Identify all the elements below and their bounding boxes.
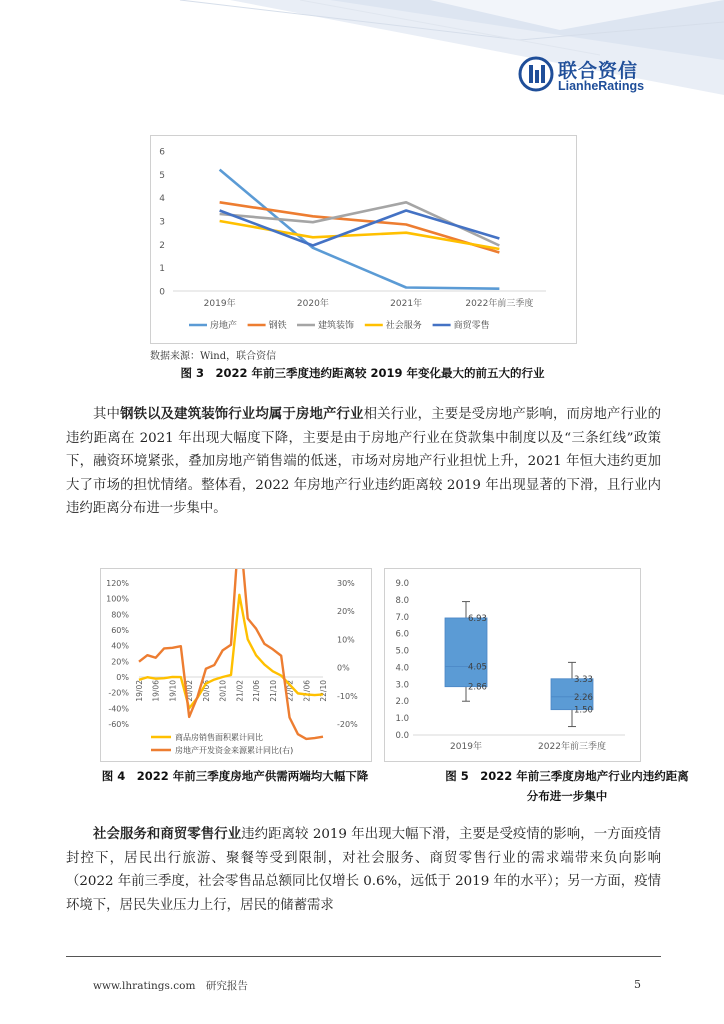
para1-segment: 相关行业，主要是受房地产影响，而房地产行业的违约距离在 2021 年出现大幅度下降，主要是由于房地产行业在贷款集中制度以及“三条红线”政策下，融资环境紧张，叠加房地产销售端的低迷，市场对房地产行业担忧上升，2021 年恒大违约更加大了市场的担忧情绪。整体看，2022 年房地产行业违约距离较 2019 年出现显著的下滑，且行业内违约距离分布进一步集中。 <box>66 407 662 516</box>
page-number: 5 <box>634 978 641 991</box>
right-y-tick-label: 20% <box>337 607 355 617</box>
chart-default-distance-industries <box>150 135 577 344</box>
footer-site: www.lhratings.com 研究报告 <box>93 980 248 992</box>
x-tick-label: 22/02 <box>285 680 295 702</box>
x-tick-label: 21/10 <box>268 680 278 702</box>
box-plot-svg <box>385 569 640 761</box>
chart-real-estate-supply-demand <box>100 568 372 762</box>
series-line-right <box>139 569 323 739</box>
y-tick-label: 8.0 <box>395 595 409 606</box>
left-y-tick-label: 20% <box>111 657 129 667</box>
left-y-tick-label: -20% <box>108 688 129 698</box>
para1-segment: 钢铁以及建筑装饰行业均属于房地产行业 <box>120 406 364 422</box>
box-value-label: 3.33 <box>574 674 593 685</box>
y-tick-label: 9.0 <box>395 579 409 589</box>
y-tick-label: 5.0 <box>395 646 409 657</box>
logo-mark-icon <box>518 56 554 92</box>
y-tick-label: 5 <box>159 170 165 181</box>
legend-label: 商品房销售面积累计同比 <box>175 733 263 742</box>
left-y-tick-label: 0% <box>116 673 129 682</box>
x-tick-label: 2021年 <box>390 299 423 309</box>
legend-label: 社会服务 <box>385 321 422 331</box>
y-tick-label: 4.0 <box>395 663 409 674</box>
y-tick-label: 1 <box>159 264 165 275</box>
series-line-left <box>139 595 323 708</box>
x-tick-label: 22/06 <box>302 680 312 702</box>
box-value-label: 1.50 <box>574 705 593 716</box>
right-y-tick-label: 10% <box>337 635 355 645</box>
box-body <box>445 618 487 687</box>
right-y-tick-label: 30% <box>337 579 355 588</box>
legend-label: 钢铁 <box>268 321 287 331</box>
company-logo <box>518 54 668 96</box>
y-tick-label: 0 <box>159 287 165 298</box>
box-value-label: 4.05 <box>468 662 487 673</box>
para1-segment: 其中 <box>93 407 121 422</box>
footer-divider <box>66 956 661 957</box>
chart3-caption: 图 5 2022 年前三季度房地产行业内违约距离分布进一步集中 <box>445 769 689 803</box>
y-tick-label: 6 <box>159 147 165 158</box>
y-tick-label: 1.0 <box>395 714 409 725</box>
body-paragraph-2 <box>66 823 661 917</box>
left-y-tick-label: 40% <box>111 641 129 651</box>
left-y-tick-label: -60% <box>108 720 129 729</box>
x-tick-label: 21/06 <box>252 680 262 702</box>
x-tick-label: 2022年前三季度 <box>465 299 534 309</box>
line-chart-svg <box>151 136 576 343</box>
chart-real-estate-boxplot <box>384 568 641 762</box>
left-y-tick-label: -40% <box>108 704 129 714</box>
para2-segment: 违约距离较 2019 年出现大幅下滑，主要是受疫情的影响，一方面疫情封控下，居民出行旅游、聚餐等受到限制，对社会服务、商贸零售行业的需求端带来负向影响（2022 年前三季度，社会零售品总额同比仅增长 0.6%，远低于 2019 年的水平）；另一方面，疫情环境下，居民失业压力上行，居民的储蓄需求 <box>66 827 661 913</box>
box-value-label: 6.93 <box>468 613 487 624</box>
left-y-tick-label: 80% <box>111 610 129 620</box>
y-tick-label: 7.0 <box>395 612 409 623</box>
x-tick-label: 19/10 <box>168 680 178 702</box>
x-tick-label: 2019年 <box>450 742 482 752</box>
chart1-caption: 图 3 2022 年前三季度违约距离较 2019 年变化最大的前五大的行业 <box>180 366 545 380</box>
x-tick-label: 2020年 <box>296 299 329 309</box>
x-tick-label: 20/02 <box>185 680 195 702</box>
chart1-source: 数据来源：Wind，联合资信 <box>150 351 277 362</box>
dual-axis-line-chart-svg <box>101 569 371 761</box>
y-tick-label: 3 <box>159 217 165 228</box>
x-tick-label: 19/06 <box>151 680 161 702</box>
x-tick-label: 19/02 <box>135 680 144 702</box>
legend-label: 房地产开发资金来源累计同比(右) <box>175 746 294 755</box>
right-y-tick-label: 0% <box>337 663 350 673</box>
x-tick-label: 20/10 <box>218 680 228 702</box>
box-value-label: 2.86 <box>468 682 487 693</box>
right-y-tick-label: -10% <box>337 691 358 701</box>
legend-label: 商贸零售 <box>453 321 490 331</box>
box-value-label: 2.26 <box>574 692 593 703</box>
left-y-tick-label: 120% <box>106 579 129 588</box>
body-paragraph-1 <box>66 403 661 521</box>
y-tick-label: 2 <box>159 240 165 251</box>
y-tick-label: 0.0 <box>395 731 409 741</box>
logo-english-name: LianheRatings <box>558 79 645 93</box>
x-tick-label: 2022年前三季度 <box>538 742 606 752</box>
x-tick-label: 20/06 <box>201 680 211 702</box>
y-tick-label: 2.0 <box>395 697 409 708</box>
legend-label: 房地产 <box>210 321 238 331</box>
x-tick-label: 2019年 <box>203 299 236 309</box>
y-tick-label: 6.0 <box>395 629 409 640</box>
y-tick-label: 4 <box>159 194 165 205</box>
para2-segment: 社会服务和商贸零售行业 <box>93 826 242 842</box>
logo-chinese-name: 联合资信 <box>558 60 639 82</box>
chart2-caption: 图 4 2022 年前三季度房地产供需两端均大幅下降 <box>101 769 369 783</box>
legend-label: 建筑装饰 <box>318 321 355 331</box>
y-tick-label: 3.0 <box>395 680 409 691</box>
right-y-tick-label: -20% <box>337 720 358 729</box>
left-y-tick-label: 60% <box>111 626 129 635</box>
x-tick-label: 22/10 <box>319 680 328 702</box>
x-tick-label: 21/02 <box>235 680 245 702</box>
left-y-tick-label: 100% <box>106 594 129 604</box>
